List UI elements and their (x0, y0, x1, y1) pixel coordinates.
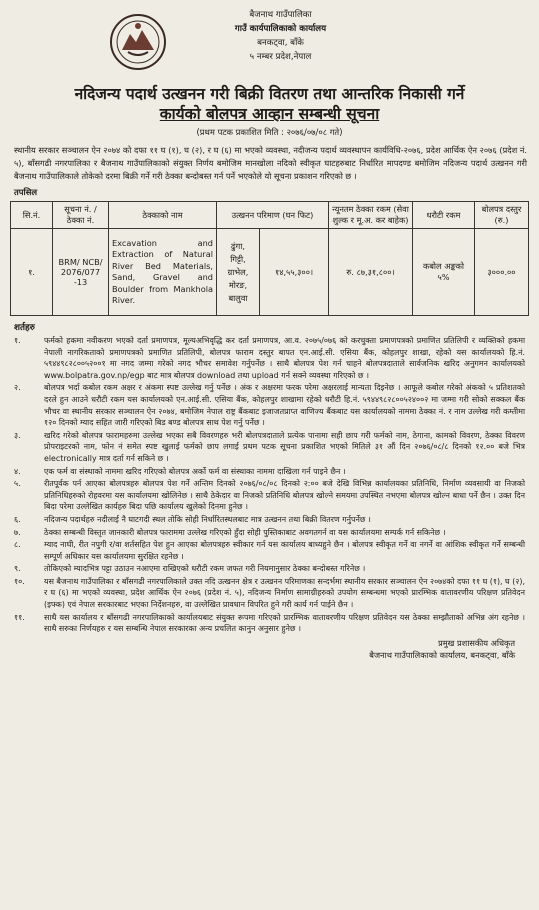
cell-quantity (217, 229, 329, 316)
term-text: साथै यस कार्यालय र बाँसगढी नगरपालिकाको कार्यालयबाट संयुक्त रूपमा गरिएको प्रारम्भिक वातावरणीय परिक्षण प्रतिवेदन यस ठेक्का सम्झौताको अभिन्न अंग रहनेछ । साथै सरुका निर्णयहरु र यस सम्बन्धि नेपाल सरकारका अन्य प्रचलित कानुन अनुसार हुनेछ । (44, 612, 525, 634)
term-text: तोकिएको म्यादभित्र पट्टा उठाउन नआएमा राखिएको धरौटी रकम जफत गरी नियमानुसार ठेक्का बन्दोबस्त गरिनेछ । (44, 564, 366, 574)
cell-notice-no: BRM/ NCB/ 2076/077 -13 (53, 229, 109, 316)
office-name: गाउँ कार्यपालिकाको कार्यालय (234, 24, 327, 34)
term-number: १. (14, 336, 21, 345)
term-item (14, 539, 525, 562)
term-text: बोलपत्र भर्दा कबोल रकम अक्षर र अंकमा स्पष्ट उल्लेख गर्नु पर्नेछ । अंक र अक्षरमा फरक परेमा अक्षरलाई मान्यता दिइनेछ । आफूले कबोल गरेको अंकको ५ प्रतिशतको दरले हुन आउने धरौटी रकम यस कार्यालयको एन.आई.सी. एसिया बैंक, कोहलपुर शाखामा रहेको धरौटी हि.नं. ५९४४९८२८००५२४००२ मा जम्मा गरी सोको सक्कल बैंक भौचर वा स्थानीय सरकार सञ्चालन ऐन २०७४, बमोजिम नेपाल राष्ट्र बैंकबाट इजाजतप्राप्त वाणिज्य बैंकबाट यस कार्यालयको नाममा ठेक्का नं. र नाम उल्लेख गरी कम्तीमा १२० दिनको म्याद सहित जारी गरिएको बिड बण्ड बोलपत्र साथ पेश गर्नु पर्नेछ । (44, 383, 525, 428)
col-header-min-amount: न्यूनतम ठेक्का रकम (सेवा शुल्क र मू.अ. कर बाहेक) (329, 202, 413, 229)
signatory-office: बैजनाथ गाउँपालिकाको कार्यालय, बनकट्वा, बाँके (369, 649, 515, 660)
term-number: ४. (14, 466, 21, 476)
material-item: ग्राभेल, (227, 266, 249, 277)
tender-table (10, 201, 529, 316)
province-name: ५ नम्बर प्रदेश,नेपाल (249, 52, 312, 62)
term-text: म्याद नाघी, रीत नपुगी र/वा शर्तसहित पेश हुन आएका बोलपत्रहरु स्वीकार गर्न यस कार्यालय बाध्यहुने छैन । बोलपत्र स्वीकृत गर्ने वा नगर्ने वा आंशिक स्वीकृत गर्ने सम्बन्धी सम्पूर्ण अधिकार यस कार्यालयमा सुरक्षित रहनेछ । (44, 540, 525, 561)
col-header-deposit: धरौटी रकम (413, 202, 475, 229)
notice-title-line1: नदिजन्य पदार्थ उत्खनन गरी बिक्री वितरण तथा आन्तरिक निकासी गर्ने (74, 85, 465, 103)
term-text: यस बैजनाथ गाउँपालिका र बाँसगढी नगरपालिकाले उक्त नदि उत्खनन क्षेत्र र उत्खनन परिमाणका सन्दर्भमा स्थानीय सरकार सञ्चालन ऐन २०७४को दफा ११ घ (१), घ (२), र घ (६) मा भएको व्यवस्था, प्रदेश आर्थिक ऐन २०७६ (प्रदेश नं. ५), नदिजन्य निर्माण सामाग्रीहरुको उपयोग सम्बन्धमा भएको प्रारम्भिक वातावरणीय परिक्षण प्रतिवेदन (इफ्क) एवं नेपाल सरकारबाट भएका निर्देशनहरु, वा उल्लेखित प्रावधान विपरित हुने गरी कार्य गर्न पाईने छैन । (44, 576, 525, 610)
term-text: खरिद गरेको बोलपत्र फारामहरुमा उल्लेख भएका सबै विवरणहरु भरी बोलपत्रदाताले प्रत्येक पानामा सही छाप गरी फर्मको नाम, ठेगाना, कामको विवरण, ठेक्का विवरण प्रोपराइटरको नाम, फोन नं समेत स्पष्ट खुलाई फर्मको छाप लगाई प्रथम पटक सूचना प्रकाशित भएको मितिले ३१ औं दिन २०७६/०८/८ दिनको १२.०० बजे भित्र electronically मात्र दर्ता गर्न सकिने छ । (44, 430, 525, 463)
term-number: ८. (14, 540, 21, 550)
term-item (14, 576, 525, 611)
term-text: ठेक्का सम्बन्धी विस्तृत जानकारी बोलपत्र फाराममा उल्लेख गरिएको हुँदा सोही पुस्तिकाबाट अवगतगर्न वा यस कार्यालयमा सम्पर्क गर्न सकिनेछ । (44, 527, 446, 537)
term-item (14, 612, 525, 635)
terms-heading: शर्तहरु (14, 323, 35, 333)
term-item (14, 527, 525, 539)
term-text: रीतपूर्वक पर्न आएका बोलपत्रहरु बोलपत्र पेश गर्ने अन्तिम दिनको २०७६/०८/०८ दिनको २:०० बजे देखि विभिन्न कार्यालयका प्रतिनिधि, निर्माण व्यवसायी वा निजको प्रतिनिधिहरुको रोहवरमा यस कार्यालयमा खोलिनेछ । साथै ठेकेदार वा निजको प्रतिनिधि बोलपत्र खोल्ने समयमा उपस्थित नभएमा बोलपत्र खोल्न बाधा पर्ने छैन । उक्त दिन बिदा परेमा उल्लेखित कार्यहरु बिदा पछि कार्यालय खुलेको दिनमा हुनेछ । (44, 479, 525, 512)
term-item (14, 514, 525, 526)
notice-title-line2: कार्यको बोलपत्र आव्हान सम्बन्धी सूचना (159, 105, 380, 123)
col-header-fee: बोलपत्र दस्तुर (रु.) (475, 202, 529, 229)
cell-deposit: कबोल अङ्कको ५% (413, 229, 475, 316)
material-item: गिट्टी, (230, 253, 246, 264)
cell-sn: १. (11, 229, 53, 316)
cell-fee: ३०००.०० (475, 229, 529, 316)
table-header-row (11, 202, 529, 229)
term-number: २. (14, 383, 21, 393)
term-number: ११. (14, 612, 25, 622)
intro-paragraph: स्थानीय सरकार सञ्चालन ऐन २०७४ को दफा ११ घ (१), घ (२), र घ (६) मा भएको व्यवस्था, नदीजन्य पदार्थ व्यवस्थापन कार्यविधि-२०७६, प्रदेश आर्थिक ऐन २०७६ (प्रदेश नं. ५), बाँसगढी नगरपालिका र बैजनाथ गाउँपालिकाको संयुक्त निर्णय बमोजिम मानखोला नदिको स्वीकृत घाटहरुबाट निर्धारित मापदण्ड बमोजिम नदिजन्य पदार्थ उत्खनन गरी बैजनाथ गाउँपालिकाले तोकेको दरमा बिक्री गर्ने गरी ठेक्का बन्दोबस्त गर्न पर्ने भएकोले यो सूचना प्रकाशन गरिएको छ । (14, 145, 527, 181)
office-address: बनकट्वा, बाँके (257, 38, 304, 48)
col-header-sn: सि.नं. (11, 202, 53, 229)
term-text: एक फर्म वा संस्थाको नाममा खरिद गरिएको बोलपत्र अर्को फर्म वा संस्थाका नाममा दाखिला गर्न पाइने छैन । (44, 466, 346, 476)
term-item (14, 563, 525, 575)
terms-list (14, 335, 525, 635)
cell-min-amount: रु. ८७,३१,८००। (329, 229, 413, 316)
term-number: ५. (14, 479, 21, 489)
office-heading (10, 8, 529, 64)
col-header-work-name: ठेक्काको नाम (109, 202, 217, 229)
term-number: ७. (14, 527, 21, 537)
municipality-name: बैजनाथ गाउँपालिका (249, 10, 312, 20)
col-header-quantity: उत्खनन परिमाण (घन फिट) (217, 202, 329, 229)
col-header-notice-no: सूचना नं. / ठेक्का नं. (53, 202, 109, 229)
term-number: ३. (14, 430, 21, 440)
signatory-title: प्रमुख प्रशासकीय अधिकृत (438, 637, 515, 648)
term-number: १०. (14, 576, 25, 586)
term-text: नदिजन्य पदार्थहरु नदीलाई नै घाटगदी स्थल तोकि सोही निर्धारितस्थलबाट मात्र उत्खनन तथा बिक्री वितरण गर्नुपर्नेछ । (44, 514, 371, 524)
term-item (14, 430, 525, 465)
term-number: ९. (14, 564, 21, 574)
term-text: फर्मको हकमा नवीकरण भएको दर्ता प्रमाणपत्र, मूल्यअभिवृद्धि कर दर्ता प्रमाणपत्र, आ.व. २०७५/०७६ को करचुक्ता प्रमाणपत्रको प्रमाणित प्रतिलिपी र व्यक्तिको हकमा नेपाली नागरिकताको प्रमाणपत्रको प्रमाणित प्रतिलिपी, बोलपत्र फाराम दस्तुर बापत एन.आई.सी. एसिया बैंक, कोहलपुर शाखा, रहेको यस कार्यालयको हि.नं. ५९४४९८२८००५२००१ मा नगद जम्मा गरेको नगद भौचर समावेश गर्नुपर्नेछ । साथै बोलपत्र पेश गर्न चाहने बोलपत्रदाताले सार्वजनिक खरिद अनुगमन कार्यालयको www.bolpatra.gov.np/egp बाट मात्र बोलपत्र download तथा upload गर्न सक्ने व्यवस्था गरिएको छ । (44, 336, 525, 380)
schedule-label: तपसिल (14, 187, 38, 197)
material-item: ढुंगा, (231, 240, 245, 251)
materials-list (217, 229, 260, 315)
signature-block (10, 637, 515, 661)
quantity-value: १४,५५,३००। (274, 266, 314, 277)
header (10, 6, 529, 80)
material-item: बालुवा (228, 292, 248, 303)
cell-work-name: Excavation and Extraction of Natural River Bed Materials, Sand, Gravel and Boulder from Mankhola River. (109, 229, 217, 316)
table-row (11, 229, 529, 316)
term-number: ६. (14, 514, 21, 524)
term-item (14, 335, 525, 381)
term-item (14, 382, 525, 428)
material-item: मोरङ, (228, 279, 248, 290)
term-item (14, 466, 525, 478)
publication-date: (प्रथम पटक प्रकाशित मिति : २०७६/०७/०८ गते) (196, 127, 343, 137)
term-item (14, 478, 525, 513)
